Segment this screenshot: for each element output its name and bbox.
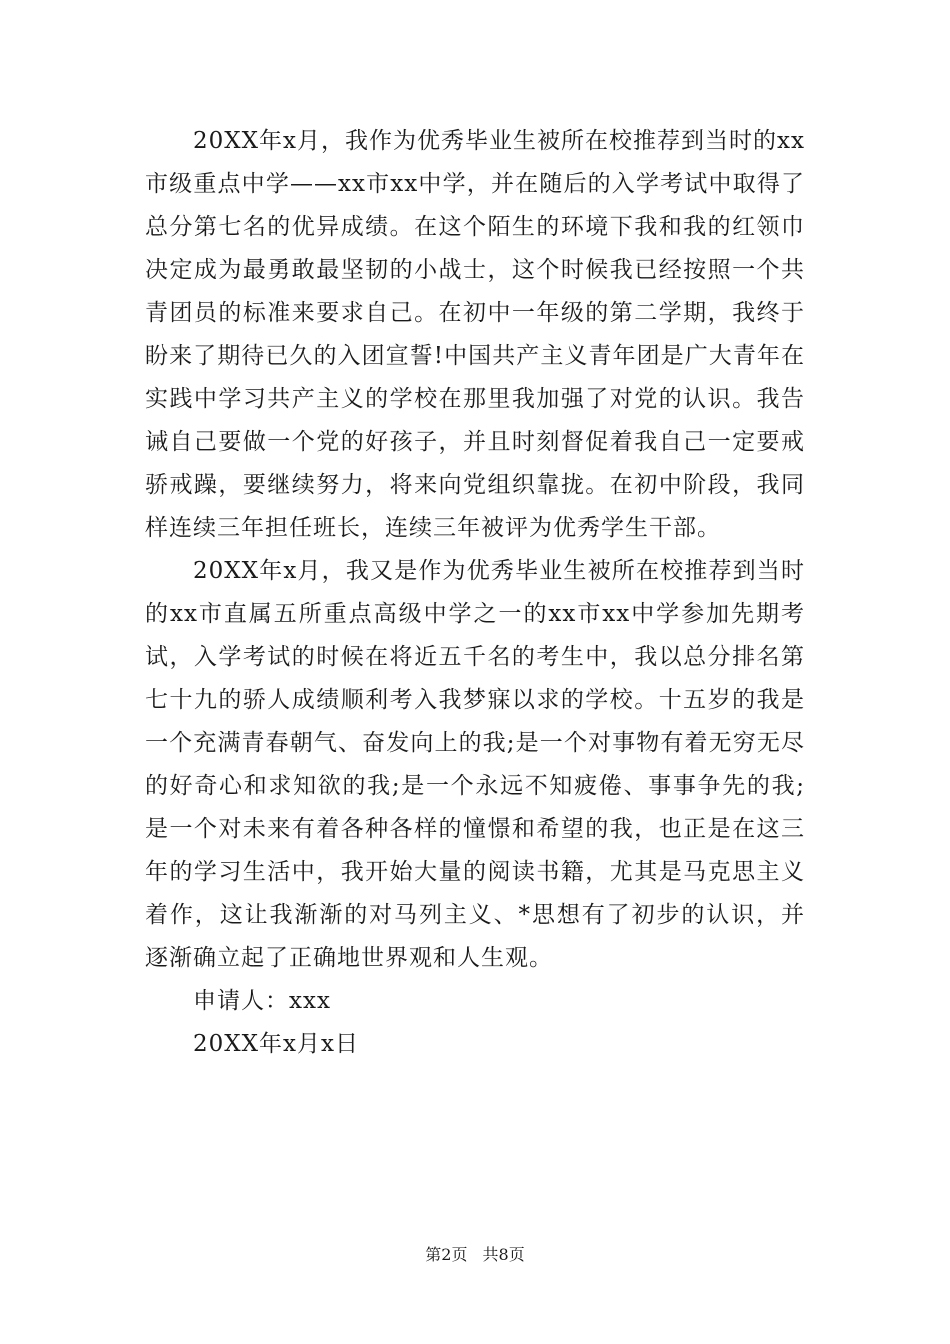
paragraph-1: 20XX年x月，我作为优秀毕业生被所在校推荐到当时的xx市级重点中学——xx市xx中学，并在随后的入学考试中取得了总分第七名的优异成绩。在这个陌生的环境下我和我的红领巾决定成为最勇敢最坚韧的小战士，这个时候我已经按照一个共青团员的标准来要求自己。在初中一年级的第二学期，我终于盼来了期待已久的入团宣誓!中国共产主义青年团是广大青年在实践中学习共产主义的学校在那里我加强了对党的认识。我告诫自己要做一个党的好孩子，并且时刻督促着我自己一定要戒骄戒躁，要继续努力，将来向党组织靠拢。在初中阶段，我同样连续三年担任班长，连续三年被评为优秀学生干部。 [145, 128, 805, 541]
date-line: 20XX年x月x日 [193, 1031, 359, 1057]
applicant-line: 申请人：xxx [193, 988, 331, 1014]
document-body [145, 120, 805, 1066]
paragraph-2: 20XX年x月，我又是作为优秀毕业生被所在校推荐到当时的xx市直属五所重点高级中学之一的xx市xx中学参加先期考试，入学考试的时候在将近五千名的考生中，我以总分排名第七十九的骄人成绩顺利考入我梦寐以求的学校。十五岁的我是一个充满青春朝气、奋发向上的我;是一个对事物有着无穷无尽的好奇心和求知欲的我;是一个永远不知疲倦、事事争先的我;是一个对未来有着各种各样的憧憬和希望的我，也正是在这三年的学习生活中，我开始大量的阅读书籍，尤其是马克思主义着作，这让我渐渐的对马列主义、*思想有了初步的认识，并逐渐确立起了正确地世界观和人生观。 [145, 558, 805, 971]
page-total: 共8页 [482, 1245, 525, 1264]
page-number: 第2页 [425, 1245, 468, 1264]
page-footer [0, 1242, 950, 1265]
